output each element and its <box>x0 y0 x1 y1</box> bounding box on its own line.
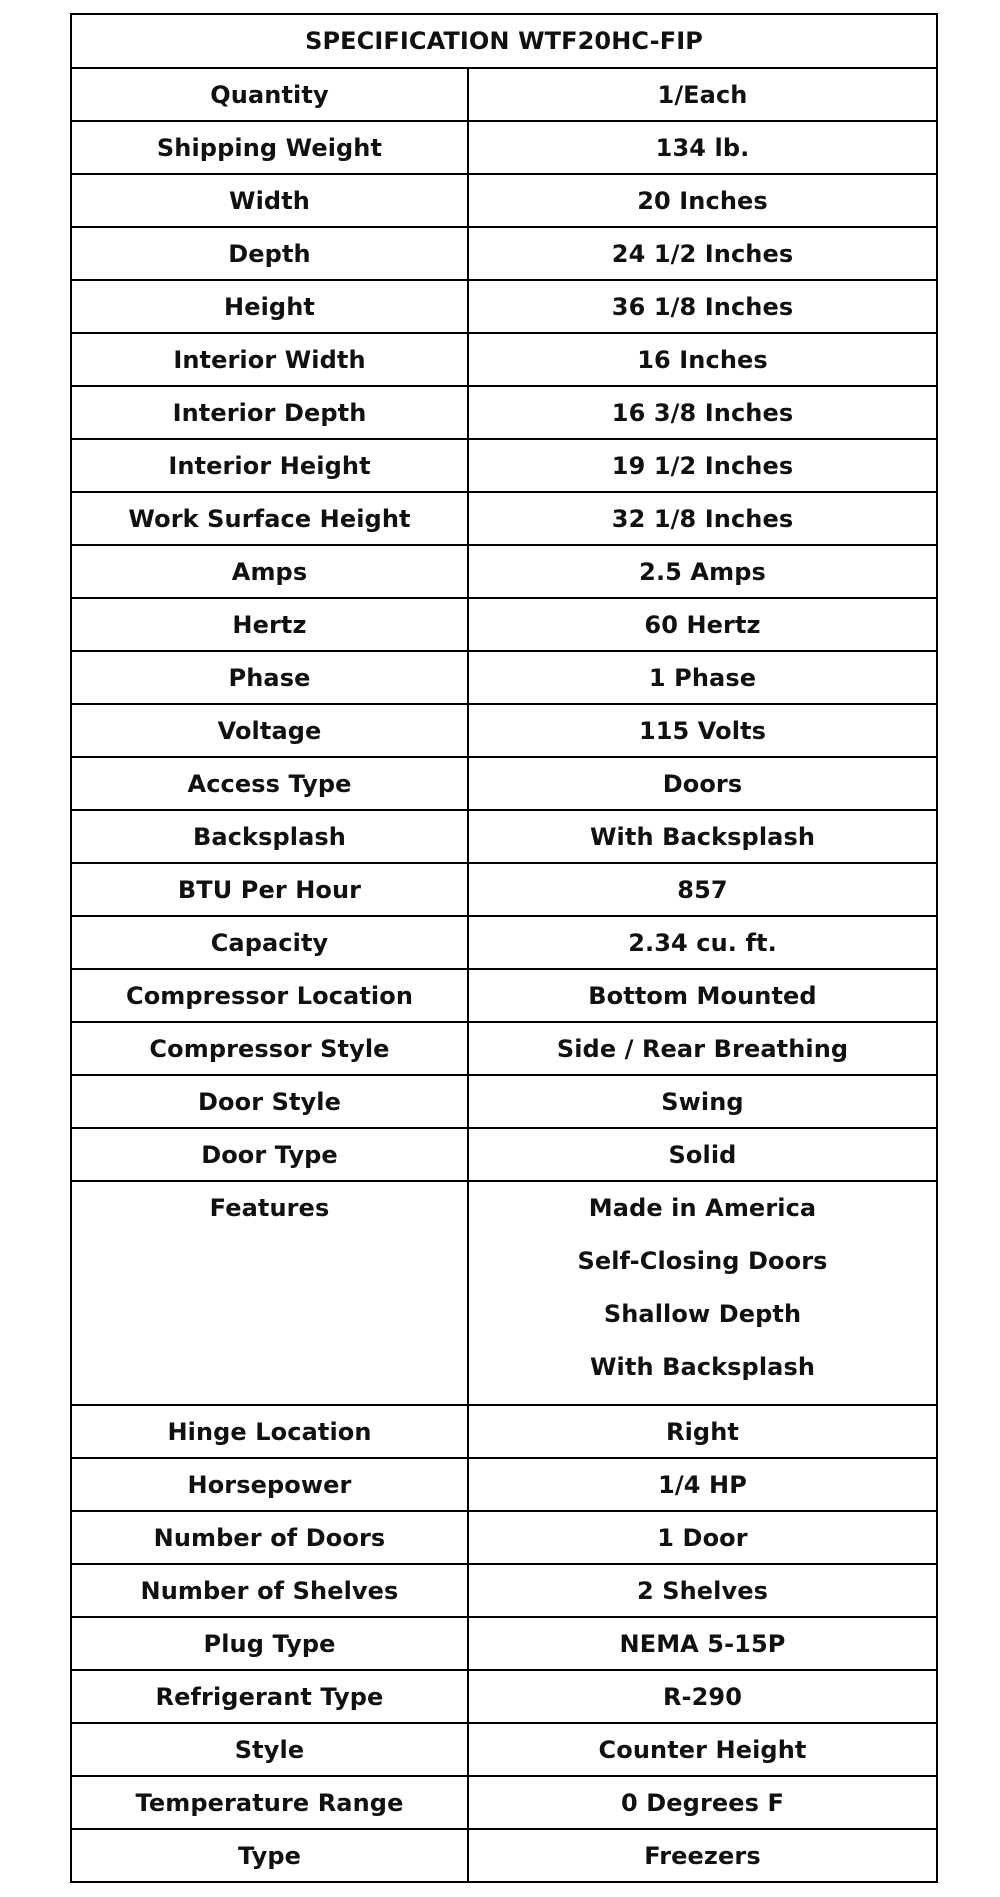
spec-label: Door Style <box>71 1075 468 1128</box>
spec-label: Type <box>71 1829 468 1882</box>
table-row-temperature-range <box>71 1776 937 1829</box>
spec-value: 1 Phase <box>468 651 937 704</box>
table-row-compressor-style <box>71 1022 937 1075</box>
table-header-row <box>71 14 937 68</box>
spec-label: Amps <box>71 545 468 598</box>
spec-value: NEMA 5-15P <box>468 1617 937 1670</box>
spec-value: Solid <box>468 1128 937 1181</box>
table-row-quantity <box>71 68 937 121</box>
spec-value: 36 1/8 Inches <box>468 280 937 333</box>
spec-label: Phase <box>71 651 468 704</box>
table-row-depth <box>71 227 937 280</box>
spec-label: Depth <box>71 227 468 280</box>
spec-label: Temperature Range <box>71 1776 468 1829</box>
table-row-refrigerant-type <box>71 1670 937 1723</box>
feature-item: Self-Closing Doors <box>577 1247 828 1275</box>
table-row-width <box>71 174 937 227</box>
spec-value: Swing <box>468 1075 937 1128</box>
spec-label: Shipping Weight <box>71 121 468 174</box>
table-row-interior-height <box>71 439 937 492</box>
spec-value: 20 Inches <box>468 174 937 227</box>
table-row-phase <box>71 651 937 704</box>
spec-value: 16 Inches <box>468 333 937 386</box>
table-row-hinge-location <box>71 1405 937 1458</box>
spec-value: 134 lb. <box>468 121 937 174</box>
table-row-interior-width <box>71 333 937 386</box>
spec-label: Interior Width <box>71 333 468 386</box>
spec-label: Access Type <box>71 757 468 810</box>
spec-value: 1/4 HP <box>468 1458 937 1511</box>
spec-value: 857 <box>468 863 937 916</box>
table-row-height <box>71 280 937 333</box>
table-body <box>71 68 937 1882</box>
spec-label: Plug Type <box>71 1617 468 1670</box>
spec-label: Interior Depth <box>71 386 468 439</box>
table-title: SPECIFICATION WTF20HC-FIP <box>71 14 937 68</box>
spec-value: Counter Height <box>468 1723 937 1776</box>
table-row-horsepower <box>71 1458 937 1511</box>
spec-label: Hinge Location <box>71 1405 468 1458</box>
spec-value-list <box>468 1181 937 1405</box>
spec-label: Horsepower <box>71 1458 468 1511</box>
spec-value: 2 Shelves <box>468 1564 937 1617</box>
feature-item: Made in America <box>588 1194 817 1222</box>
spec-value: 32 1/8 Inches <box>468 492 937 545</box>
spec-label: Width <box>71 174 468 227</box>
spec-value: 1/Each <box>468 68 937 121</box>
table-row-amps <box>71 545 937 598</box>
table-row-plug-type <box>71 1617 937 1670</box>
table-row-door-type <box>71 1128 937 1181</box>
spec-value: 115 Volts <box>468 704 937 757</box>
spec-label: Features <box>71 1181 468 1405</box>
spec-label: Hertz <box>71 598 468 651</box>
table-row-backsplash <box>71 810 937 863</box>
spec-label: Number of Shelves <box>71 1564 468 1617</box>
spec-label: Compressor Location <box>71 969 468 1022</box>
spec-label: BTU Per Hour <box>71 863 468 916</box>
spec-value: R-290 <box>468 1670 937 1723</box>
table-row-door-style <box>71 1075 937 1128</box>
spec-value: Right <box>468 1405 937 1458</box>
table-row-work-surface-height <box>71 492 937 545</box>
table-row-features <box>71 1181 937 1405</box>
table-row-voltage <box>71 704 937 757</box>
spec-value: 16 3/8 Inches <box>468 386 937 439</box>
table-row-shipping-weight <box>71 121 937 174</box>
spec-label: Capacity <box>71 916 468 969</box>
spec-label: Quantity <box>71 68 468 121</box>
spec-label: Backsplash <box>71 810 468 863</box>
spec-value: 2.34 cu. ft. <box>468 916 937 969</box>
table-row-capacity <box>71 916 937 969</box>
spec-value: Freezers <box>468 1829 937 1882</box>
spec-label: Compressor Style <box>71 1022 468 1075</box>
spec-value: 60 Hertz <box>468 598 937 651</box>
table-row-interior-depth <box>71 386 937 439</box>
table-row-type <box>71 1829 937 1882</box>
spec-value: 2.5 Amps <box>468 545 937 598</box>
table-row-style <box>71 1723 937 1776</box>
spec-label: Voltage <box>71 704 468 757</box>
table-row-number-of-doors <box>71 1511 937 1564</box>
feature-item: Shallow Depth <box>603 1300 802 1328</box>
feature-item: With Backsplash <box>589 1353 816 1381</box>
table-row-compressor-location <box>71 969 937 1022</box>
specification-table <box>70 13 938 1883</box>
spec-label: Number of Doors <box>71 1511 468 1564</box>
spec-value: 1 Door <box>468 1511 937 1564</box>
table-row-number-of-shelves <box>71 1564 937 1617</box>
spec-label: Refrigerant Type <box>71 1670 468 1723</box>
spec-value: With Backsplash <box>468 810 937 863</box>
table-row-hertz <box>71 598 937 651</box>
spec-label: Height <box>71 280 468 333</box>
table-row-btu-per-hour <box>71 863 937 916</box>
spec-label: Style <box>71 1723 468 1776</box>
spec-label: Door Type <box>71 1128 468 1181</box>
spec-value: Bottom Mounted <box>468 969 937 1022</box>
table-row-access-type <box>71 757 937 810</box>
spec-label: Work Surface Height <box>71 492 468 545</box>
spec-label: Interior Height <box>71 439 468 492</box>
spec-value: Side / Rear Breathing <box>468 1022 937 1075</box>
spec-value: 0 Degrees F <box>468 1776 937 1829</box>
spec-value: 19 1/2 Inches <box>468 439 937 492</box>
spec-value: 24 1/2 Inches <box>468 227 937 280</box>
spec-value: Doors <box>468 757 937 810</box>
